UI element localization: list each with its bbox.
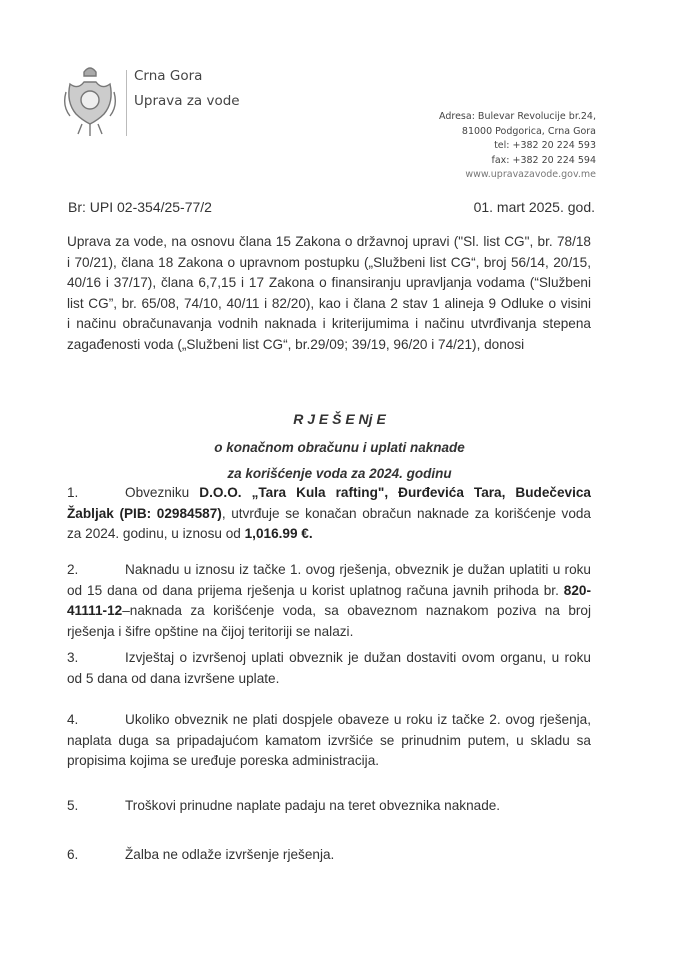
- text-segment: i načinu obračunavanja vodnih naknada i kriterijumima i načinu utvrđivanja stepena: [67, 316, 591, 331]
- text-line: [67, 601, 591, 622]
- text-segment: Naknadu u iznosu iz tačke 1. ovog rješenja, obveznik je dužan uplatiti u roku: [125, 562, 591, 577]
- address-block: [439, 110, 596, 183]
- text-segment: Izvještaj o izvršenoj uplati obveznik je dužan dostaviti ovom organu, u roku: [125, 650, 591, 665]
- text-line: [67, 845, 591, 866]
- header-divider: [126, 70, 127, 136]
- agency-name: Uprava za vode: [134, 93, 240, 109]
- bold-text: Žabljak (PIB: 02984587): [67, 505, 222, 521]
- item-number: 2.: [67, 562, 79, 577]
- text-segment: , utvrđuje se konačan obračun naknade za korišćenje voda: [221, 505, 591, 521]
- text-segment: zagađenosti voda („Službeni list CG“, br.29/09; 39/19, 96/20 i 74/21), donosi: [67, 336, 525, 352]
- text-line: [67, 253, 591, 274]
- text-line: [67, 710, 591, 731]
- item-number: 1.: [67, 485, 79, 500]
- text-line: [67, 232, 591, 253]
- text-segment: od 15 dana od dana prijema rješenja u korist uplatnog računa javnih prihoda br.: [67, 582, 564, 598]
- decision-item-6: [67, 845, 591, 866]
- coat-of-arms-logo: [62, 62, 118, 140]
- item-number: 5.: [67, 798, 79, 813]
- item-number: 6.: [67, 847, 79, 862]
- text-line: [67, 731, 591, 752]
- text-segment: Uprava za vode, na osnovu člana 15 Zakona o državnoj upravi ("Sl. list CG", br. 78/18: [67, 234, 591, 249]
- text-segment: Obvezniku: [125, 485, 200, 500]
- text-segment: naplata duga sa pripadajućom kamatom izvršiće se prinudnim putem, u skladu sa: [67, 732, 591, 748]
- text-segment: –naknada za korišćenje voda, sa obaveznom naznakom poziva na broj: [122, 603, 591, 618]
- country-name: Crna Gora: [134, 68, 203, 84]
- text-line: [67, 581, 591, 602]
- decision-item-2: [67, 560, 591, 642]
- text-segment: Žalba ne odlaže izvršenje rješenja.: [125, 847, 335, 862]
- text-line: [67, 524, 591, 545]
- text-segment: za 2024. godinu, u iznosu od: [67, 526, 245, 541]
- item-number: 3.: [67, 650, 79, 665]
- text-segment: od 5 dana od dana izvršene uplate.: [67, 670, 280, 686]
- text-line: [67, 648, 591, 669]
- text-line: [67, 483, 591, 504]
- text-segment: Troškovi prinudne naplate padaju na teret obveznika naknade.: [125, 798, 501, 813]
- bold-text: 820-: [563, 582, 591, 598]
- decision-subtitle: za korišćenje voda za 2024. godinu: [227, 466, 452, 481]
- text-line: [67, 314, 591, 335]
- reference-number: Br: UPI 02-354/25-77/2: [68, 199, 212, 215]
- preamble-paragraph: [67, 232, 591, 355]
- decision-item-3: [67, 648, 591, 689]
- decision-item-4: [67, 710, 591, 772]
- text-line: [67, 273, 591, 294]
- text-line: [67, 335, 591, 356]
- document-date: 01. mart 2025. god.: [473, 199, 595, 215]
- bold-text: D.O.O. „Tara Kula rafting", Đurđevića Tara, Budečevica: [199, 485, 591, 500]
- decision-item-1: [67, 483, 591, 545]
- text-line: [67, 560, 591, 581]
- text-line: [67, 751, 591, 772]
- bold-text: 41111-12: [67, 603, 123, 618]
- text-segment: 40/16 i 37/17), člana 6,7,15 i 17 Zakona o finansiranju upravljanja vodama (“Službeni: [67, 275, 591, 290]
- phone: tel: +382 20 224 593: [494, 140, 596, 151]
- decision-subtitle: o konačnom obračunu i uplati naknade: [214, 440, 465, 455]
- text-segment: list CG”, br. 65/08, 74/10, 40/11 i 82/20), kao i člana 2 stav 1 alineja 9 Odluke o visini: [67, 295, 591, 311]
- text-segment: Ukoliko obveznik ne plati dospjele obaveze u roku iz tačke 2. ovog rješenja,: [125, 712, 591, 727]
- text-line: [67, 294, 591, 315]
- fax: fax: +382 20 224 594: [491, 154, 596, 166]
- item-number: 4.: [67, 712, 79, 727]
- decision-heading: R J E Š E Nj E: [293, 411, 386, 427]
- text-line: [67, 504, 591, 525]
- text-segment: rješenja i šifre opštine na čijoj teritoriji se nalazi.: [67, 623, 354, 639]
- address-line: 81000 Podgorica, Crna Gora: [461, 125, 596, 137]
- text-segment: propisima kojima se uređuje poreska administracija.: [67, 753, 380, 768]
- text-line: [67, 622, 591, 643]
- text-segment: i 70/21), člana 18 Zakona o upravnom postupku („Službeni list CG“, broj 56/14, 20/15,: [67, 254, 591, 270]
- text-line: [67, 796, 591, 817]
- decision-item-5: [67, 796, 591, 817]
- text-line: [67, 669, 591, 690]
- website-link[interactable]: www.upravazavode.gov.me: [465, 169, 596, 180]
- bold-text: 1,016.99 €.: [244, 526, 313, 541]
- address-line: Adresa: Bulevar Revolucije br.24,: [439, 111, 596, 122]
